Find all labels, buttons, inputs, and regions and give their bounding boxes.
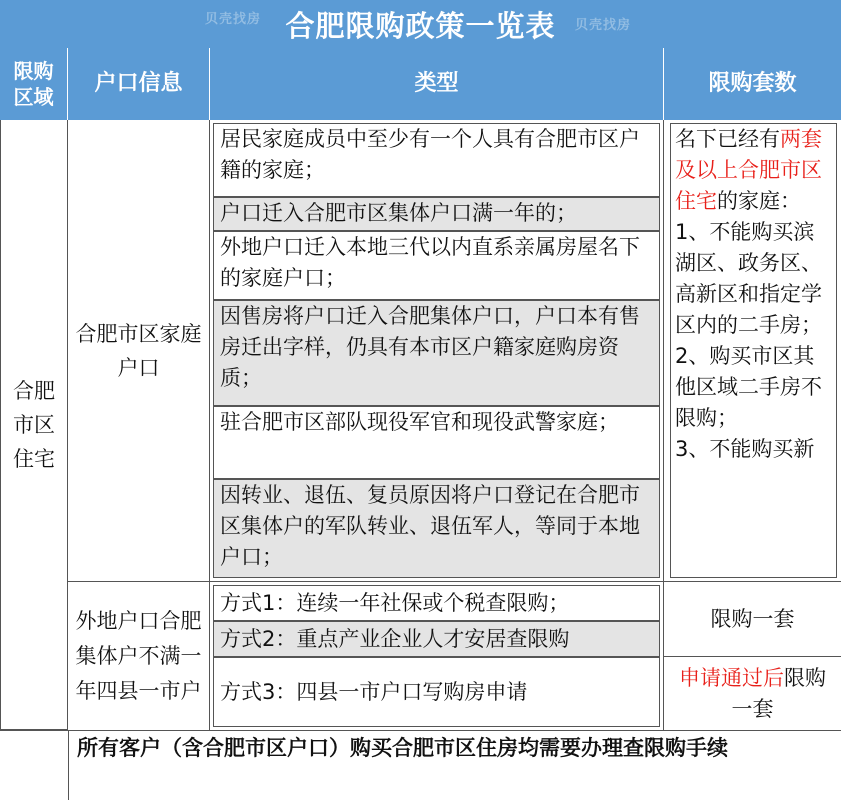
quota-suffix: 的家庭：: [717, 189, 801, 213]
hukou-local-cell: [68, 120, 210, 581]
quota-other-cell-1: [664, 582, 841, 656]
header-region: [0, 48, 67, 120]
quota-rule: 3、不能购买新: [675, 437, 815, 461]
quota-other-2-highlight: 申请通过后: [679, 665, 784, 690]
quota-other-cell-2: [664, 657, 841, 730]
quota-other-1-label: 限购一套: [710, 606, 795, 631]
type-item: 户口迁入合肥市区集体户口满一年的；: [213, 197, 660, 231]
footer-note: [68, 731, 841, 800]
hukou-local-label: 合肥市区家庭户口: [75, 321, 202, 380]
header-hukou-label: 户口信息: [94, 71, 183, 96]
type-item: 居民家庭成员中至少有一个人具有合肥市区户籍的家庭；: [213, 123, 660, 197]
title-text: 合肥限购政策一览表: [285, 8, 556, 43]
types-other-cell: [210, 582, 664, 730]
hukou-other-label: 外地户口合肥集体户不满一年四县一市户: [75, 608, 202, 703]
type-item: 方式2：重点产业企业人才安居查限购: [213, 621, 660, 657]
header-region-label: 限购区域: [13, 59, 54, 109]
type-item: 方式3：四县一市户口写购房申请: [213, 657, 660, 727]
quota-rule: 1、不能购买滨湖区、政务区、高新区和指定学区内的二手房；: [675, 220, 822, 337]
table-title: [0, 0, 841, 48]
type-item: 方式1：连续一年社保或个税查限购；: [213, 585, 660, 621]
footer-text: 所有客户（含合肥市区户口）购买合肥市区住房均需要办理查限购手续: [77, 736, 728, 760]
header-quota: [664, 48, 841, 120]
type-item: 因转业、退伍、复员原因将户口登记在合肥市区集体户的军队转业、退伍军人，等同于本地户口；: [213, 479, 660, 578]
watermark: 贝壳找房: [575, 18, 632, 33]
type-item: 驻合肥市区部队现役军官和现役武警家庭；: [213, 406, 660, 479]
header-quota-label: 限购套数: [708, 71, 797, 96]
hukou-other-cell: [68, 582, 210, 730]
quota-rule: 2、购买市区其他区域二手房不限购；: [675, 344, 822, 430]
region-cell: [0, 120, 68, 730]
footer-left-blank: [0, 731, 68, 800]
watermark: 贝壳找房: [205, 12, 262, 27]
quota-highlight: 两套及以上合肥市区住宅: [675, 127, 822, 213]
header-type-label: 类型: [414, 71, 459, 96]
quota-prefix: 名下已经有: [675, 127, 780, 151]
header-type: [210, 48, 663, 120]
quota-other-2-rest: 限购一套: [731, 665, 826, 721]
header-hukou: [68, 48, 209, 120]
quota-local-cell: [664, 120, 841, 581]
type-item: 因售房将户口迁入合肥集体户口，户口本有售房迁出字样，仍具有本市区户籍家庭购房资质；: [213, 300, 660, 406]
region-label: 合肥市区住宅: [13, 378, 55, 471]
type-item: 外地户口迁入本地三代以内直系亲属房屋名下的家庭户口；: [213, 231, 660, 300]
types-local-cell: [210, 120, 664, 581]
quota-other-2-text: [678, 663, 828, 725]
